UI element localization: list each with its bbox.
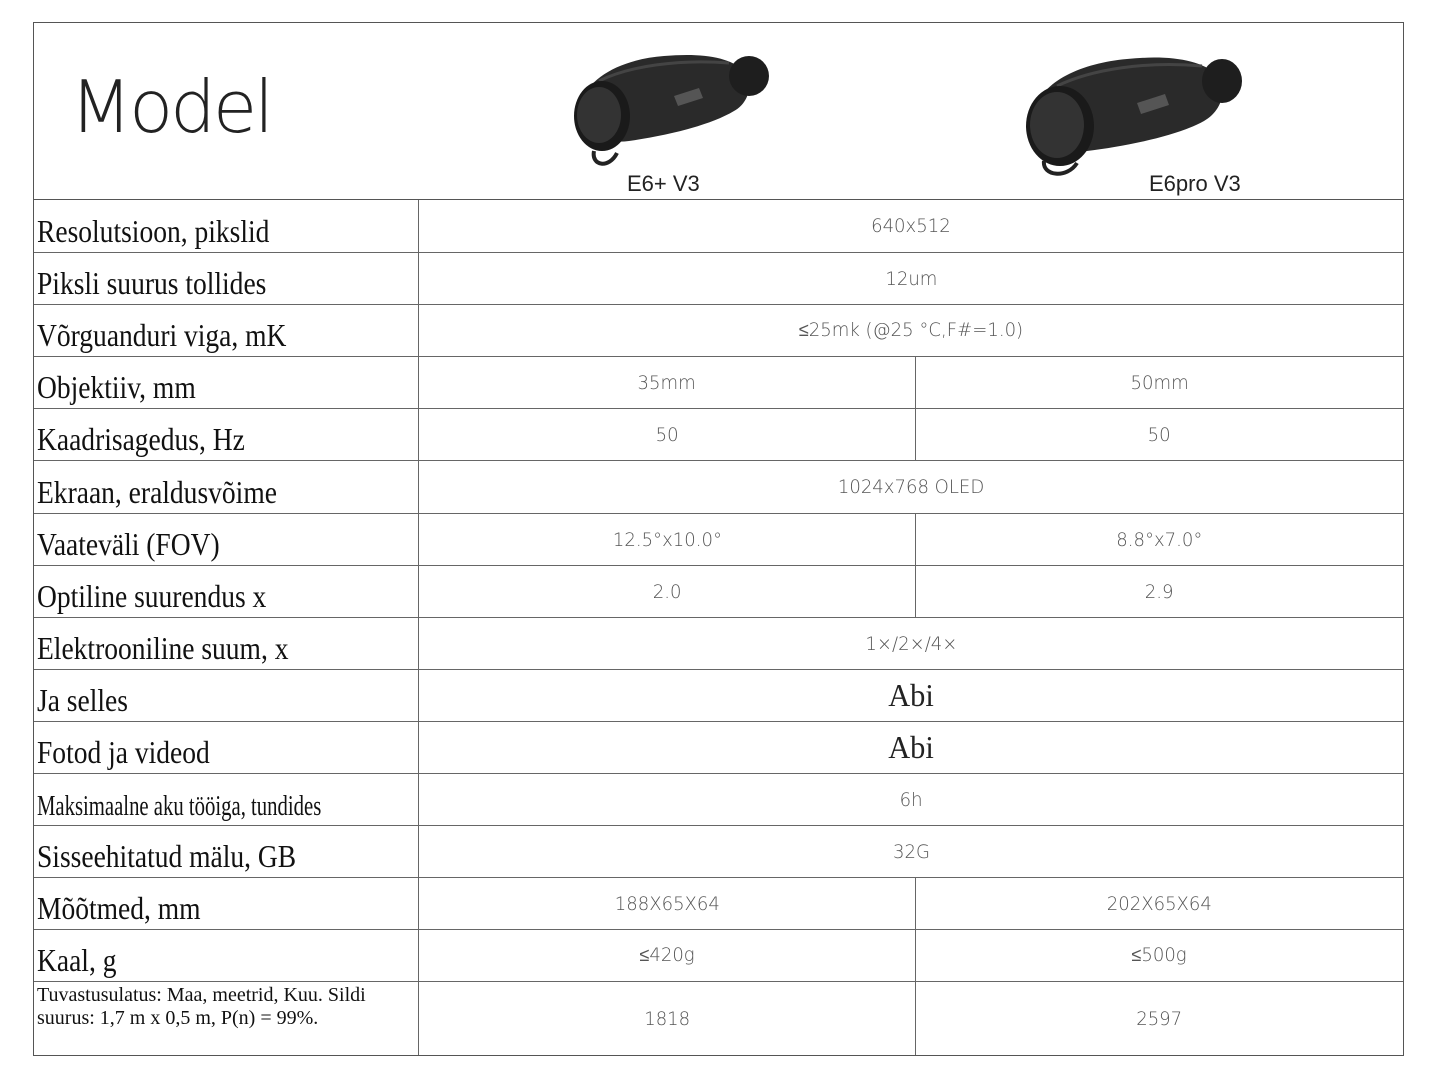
product-e6plus (569, 41, 829, 196)
thermal-monocular-image (569, 41, 769, 166)
thermal-monocular-image (1022, 41, 1242, 176)
row-value-e6plus: ≤420g (419, 930, 916, 981)
row-label: Optiline suurendus x (34, 566, 419, 617)
row-label: Maksimaalne aku tööiga, tundides (34, 774, 419, 825)
spec-row-storage (34, 826, 1403, 878)
row-value-e6pro: 2.9 (1145, 580, 1174, 603)
row-label: Resolutsioon, pikslid (34, 200, 419, 252)
spec-row-support (34, 670, 1403, 722)
row-value-e6pro: 2597 (1136, 1007, 1183, 1030)
row-value: 640x512 (871, 215, 951, 237)
row-value-e6plus: 188X65X64 (419, 878, 916, 929)
row-label: Ja selles (34, 670, 419, 721)
row-label: Võrguanduri viga, mK (34, 305, 419, 356)
row-value: Abi (888, 677, 934, 713)
row-label: Elektrooniline suum, x (34, 618, 419, 669)
table-header (34, 23, 1403, 200)
row-label: Piksli suurus tollides (34, 253, 419, 304)
row-label: Tuvastusulatus: Maa, meetrid, Kuu. Sildi suurus: 1,7 m x 0,5 m, P(n) = 99%. (34, 982, 419, 1055)
row-value-e6plus: 1818 (419, 982, 916, 1055)
row-value: 1×/2×/4× (864, 632, 957, 655)
spec-row-optical-zoom (34, 566, 1403, 618)
row-value: Abi (888, 729, 934, 765)
row-label: Ekraan, eraldusvõime (34, 461, 419, 513)
spec-table (33, 22, 1404, 1056)
product-name: E6pro V3 (1149, 171, 1241, 196)
row-value-e6plus: 35mm (419, 357, 916, 408)
row-label: Objektiiv, mm (34, 357, 419, 408)
spec-row-dimensions (34, 878, 1403, 930)
row-label: Mõõtmed, mm (34, 878, 419, 929)
model-title: Model (70, 65, 272, 149)
row-value: 6h (899, 788, 923, 811)
spec-row-fov (34, 514, 1403, 566)
row-label: Kaal, g (34, 930, 419, 981)
spec-row-pixel-size (34, 253, 1403, 305)
row-value: 1024x768 OLED (837, 476, 985, 498)
spec-row-netd (34, 305, 1403, 357)
row-label: Sisseehitatud mälu, GB (34, 826, 419, 877)
spec-row-display (34, 461, 1403, 514)
row-value: ≤25mk (@25 °C,F#=1.0) (798, 319, 1024, 341)
row-value-e6pro: 50mm (1130, 371, 1189, 394)
spec-row-lens (34, 357, 1403, 409)
row-value-e6plus: 2.0 (419, 566, 916, 617)
row-label: Vaateväli (FOV) (34, 514, 419, 565)
spec-row-frame-rate (34, 409, 1403, 461)
row-value: 32G (892, 840, 930, 863)
spec-row-weight (34, 930, 1403, 982)
product-e6pro (1022, 41, 1282, 196)
row-value: 12um (884, 267, 937, 290)
spec-row-resolution (34, 200, 1403, 253)
spec-row-photo-video (34, 722, 1403, 774)
spec-row-detection-range (34, 982, 1403, 1055)
row-value-e6plus: 50 (419, 409, 916, 460)
row-value-e6pro: 50 (1148, 423, 1171, 446)
spec-row-digital-zoom (34, 618, 1403, 670)
row-label: Kaadrisagedus, Hz (34, 409, 419, 460)
row-value-e6pro: ≤500g (1131, 944, 1188, 966)
product-name: E6+ V3 (627, 171, 700, 196)
row-value-e6pro: 202X65X64 (1106, 892, 1213, 915)
row-label: Fotod ja videod (34, 722, 419, 773)
spec-row-battery (34, 774, 1403, 826)
row-value-e6pro: 8.8°x7.0° (1116, 528, 1203, 551)
row-value-e6plus: 12.5°x10.0° (419, 514, 916, 565)
